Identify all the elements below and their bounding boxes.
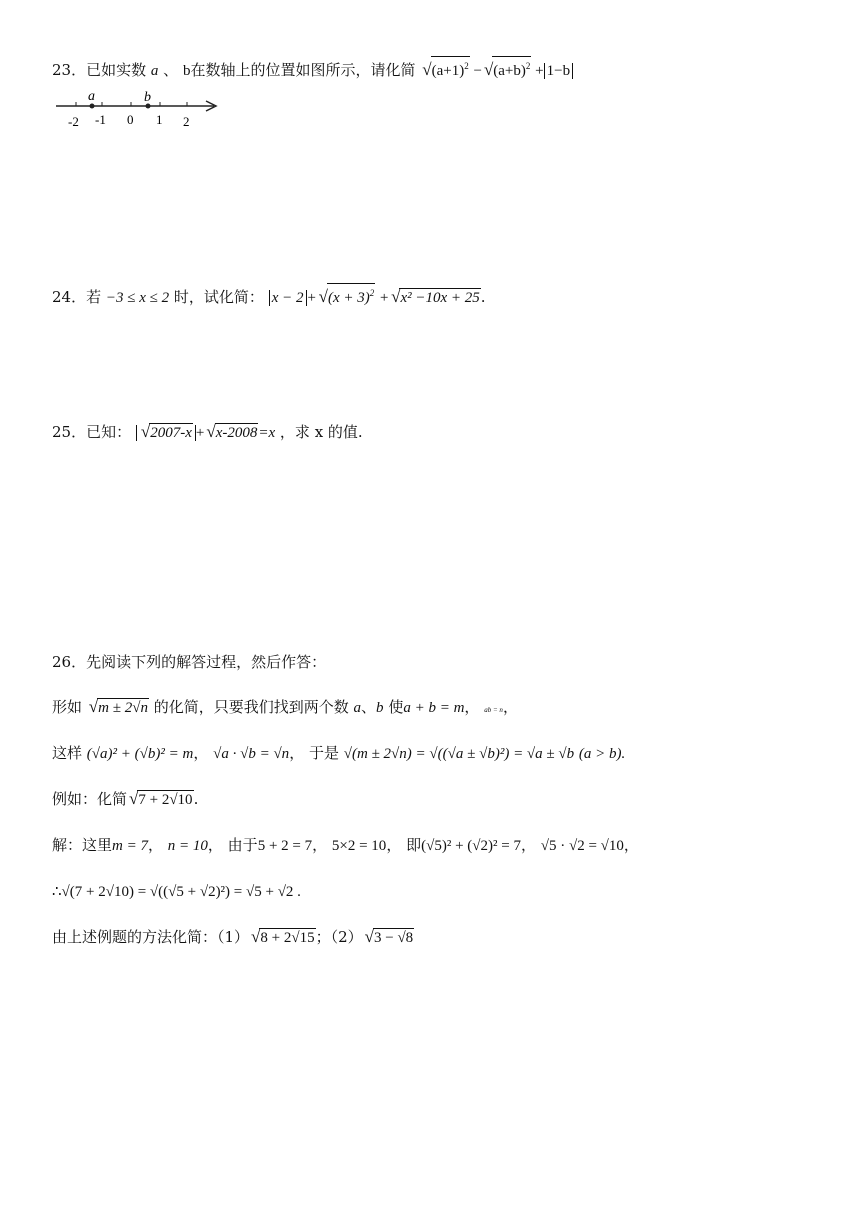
question-26-solution: 解：这里m = 7， n = 10， 由于5 + 2 = 7， 5×2 = 10， 即(√5)² + (√2)² = 7， √5 · √2 = √10， xyxy=(52,836,639,854)
expression: √2007-x + √x-2008=x xyxy=(136,425,275,441)
question-26-intro: 26．先阅读下列的解答过程，然后作答： xyxy=(52,653,327,671)
point-a xyxy=(90,104,95,109)
question-26-line-1: 形如 √m ± 2√n 的化简，只要我们找到两个数 a、b 使a + b = m， ab = n， xyxy=(52,697,518,716)
point-a-label: a xyxy=(88,89,95,104)
question-23: 23．已如实数 a 、 b在数轴上的位置如图所示，请化简 $√(a+1)^2 - √(a+b)^2 + 1-b$ xyxy=(52,56,573,82)
number-line-figure xyxy=(52,88,222,130)
question-number: 25． xyxy=(52,423,87,441)
condition: −3 ≤ x ≤ 2 xyxy=(105,290,170,306)
expression: $x - 2 + √(x + 3)^2 + √x^2 -10x + 25$ xyxy=(269,290,481,306)
question-26-task: 由上述例题的方法化简：（1） √8 + 2√15；（2） √3 − √8 xyxy=(52,927,414,946)
var-b: b xyxy=(182,63,191,79)
question-26-line-2: 这样 (√a)² + (√b)² = m， √a · √b = √n， 于是 √(m ± 2√n) = √((√a ± √b)²) = √a ± √b (a > b). xyxy=(52,744,626,762)
tick-label: -1 xyxy=(95,112,106,127)
question-25: 25．已知： √2007-x + √x-2008=x ，求 x 的值. xyxy=(52,422,363,441)
question-text: 已如实数 xyxy=(86,61,147,79)
tick-label: -2 xyxy=(68,114,79,129)
tick-label: 2 xyxy=(183,114,190,129)
point-b-label: b xyxy=(144,90,151,105)
question-26-conclusion: ∴√(7 + 2√10) = √((√5 + √2)²) = √5 + √2 . xyxy=(52,884,301,900)
question-24: 24．若 −3 ≤ x ≤ 2 时，试化简： $x - 2 + √(x + 3)^2 + √x^2 -10x + 25$. xyxy=(52,283,486,309)
expression: $√(a+1)^2 - √(a+b)^2 + 1-b$ xyxy=(420,63,573,79)
var-a: a xyxy=(150,63,159,79)
question-number: 23． xyxy=(52,61,87,79)
question-26-example: 例如：化简 √7 + 2√10. xyxy=(52,789,199,808)
question-number: 24． xyxy=(52,288,87,306)
tick-label: 0 xyxy=(127,112,134,127)
question-number: 26． xyxy=(52,653,87,671)
tick-label: 1 xyxy=(156,112,163,127)
